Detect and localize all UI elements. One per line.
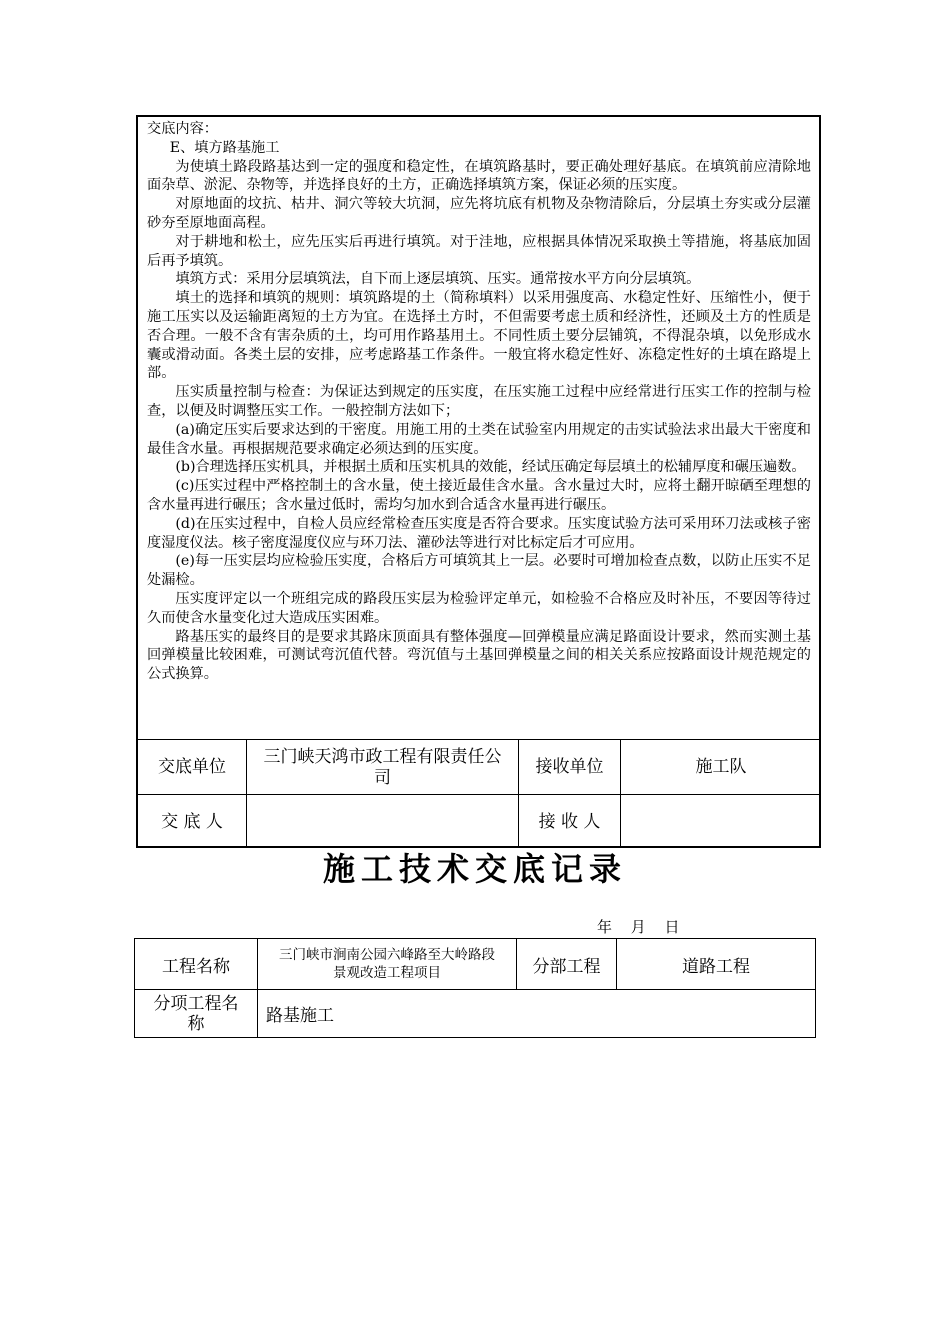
paragraph: 压实度评定以一个班组完成的路段压实层为检验评定单元，如检验不合格应及时补压，不要因等待过久而使含水量变化过大造成压实困难。	[147, 590, 811, 626]
paragraph: (d)在压实过程中，自检人员应经常检查压实度是否符合要求。压实度试验方法可采用环刀法或核子密度湿度仪法。核子密度湿度仪应与环刀法、灌砂法等进行对比标定后才可应用。	[147, 515, 811, 551]
issuer-label: 交底单位	[158, 757, 226, 777]
paragraph: (e)每一压实层均应检验压实度，合格后方可填筑其上一层。必要时可增加检查点数，以防止压实不足处漏检。	[147, 553, 811, 589]
paragraph: 为使填土路段路基达到一定的强度和稳定性，在填筑路基时，要正确处理好基底。在填筑前应清除地面杂草、淤泥、杂物等，并选择良好的土方，正确选择填筑方案，保证必须的压实度。	[147, 158, 811, 194]
recipient-signature	[621, 795, 821, 849]
discloser-signature	[247, 795, 518, 849]
paragraph: 填土的选择和填筑的规则：填筑路堤的土（简称填料）以采用强度高、水稳定性好、压缩性小，便于施工压实以及运输距离短的土方为宜。在选择土方时，不但需要考虑土质和经济性，还顾及土方的性质是否合理。一般不含有害杂质的土，均可用作路基用土。不同性质土要分层铺筑，不得混杂填，以免形成水囊或滑动面。各类土层的安排，应考虑路基工作条件。一般宜将水稳定性好、冻稳定性好的土填在路堤上部。	[147, 290, 811, 382]
signoff-row-persons	[138, 794, 819, 849]
section-title: E、填方路基施工	[169, 139, 280, 156]
paragraph: 对原地面的坟抗、枯井、洞穴等较大坑洞，应先将坑底有机物及杂物清除后，分层填土夯实或分层灌砂夯至原地面高程。	[147, 196, 811, 231]
paragraph: (c)压实过程中严格控制土的含水量，使土接近最佳含水量。含水量过大时，应将土翻开晾硒至理想的含水量再进行碾压；含水量过低时，需均匀加水到合适含水量再进行碾压。	[147, 478, 811, 513]
issuer-value: 三门峡天鸿市政工程有限责任公司	[263, 746, 502, 788]
paragraph: (b)合理选择压实机具，并根据土质和压实机具的效能，经试压确定每层填土的松辅厚度和碾压遍数。	[175, 459, 806, 476]
receiver-value: 施工队	[695, 757, 747, 777]
project-name-value: 三门峡市涧南公园六峰路至大岭路段景观改造工程项目	[279, 947, 495, 981]
paragraph: 对于耕地和松土，应先压实后再进行填筑。对于洼地，应根据具体情况采取换土等措施，将基底加固后再予填筑。	[147, 233, 811, 269]
record-info-table	[134, 938, 816, 1038]
recipient-label: 接 收 人	[538, 811, 601, 832]
content-heading: 交底内容：	[147, 121, 218, 137]
date-line: 年 月 日	[597, 918, 680, 936]
receiver-label: 接收单位	[535, 757, 604, 777]
divider	[518, 739, 519, 846]
division-value: 道路工程	[682, 956, 750, 977]
subitem-value: 路基施工	[266, 1006, 334, 1026]
disclosure-content-table	[136, 115, 821, 848]
paragraph: 填筑方式：采用分层填筑法，自下而上逐层填筑、压实。通常按水平方向分层填筑。	[175, 271, 701, 288]
discloser-label: 交 底 人	[161, 811, 223, 832]
subitem-label: 分项工程名称	[153, 993, 239, 1034]
divider	[620, 739, 621, 846]
divider	[246, 739, 247, 846]
paragraph: 压实质量控制与检查：为保证达到规定的压实度，在压实施工过程中应经常进行压实工作的控制与检查，以便及时调整压实工作。一般控制方法如下；	[147, 384, 811, 419]
paragraph: 路基压实的最终目的是要求其路床顶面具有整体强度—回弹模量应满足路面设计要求，然而实测土基回弹模量比较困难，可测试弯沉值代替。弯沉值与土基回弹模量之间的相关关系应按路面设计规范规定的公式换算。	[147, 628, 811, 683]
division-label: 分部工程	[532, 956, 601, 977]
paragraph: (a)确定压实后要求达到的干密度。用施工用的土类在试验室内用规定的击实试验法求出最大干密度和最佳含水量。再根据规范要求确定必须达到的压实度。	[147, 421, 811, 457]
disclosure-content	[138, 117, 819, 739]
page-title: 施工技术交底记录	[322, 850, 627, 888]
project-name-label: 工程名称	[162, 956, 230, 977]
signoff-row-units	[138, 739, 819, 795]
